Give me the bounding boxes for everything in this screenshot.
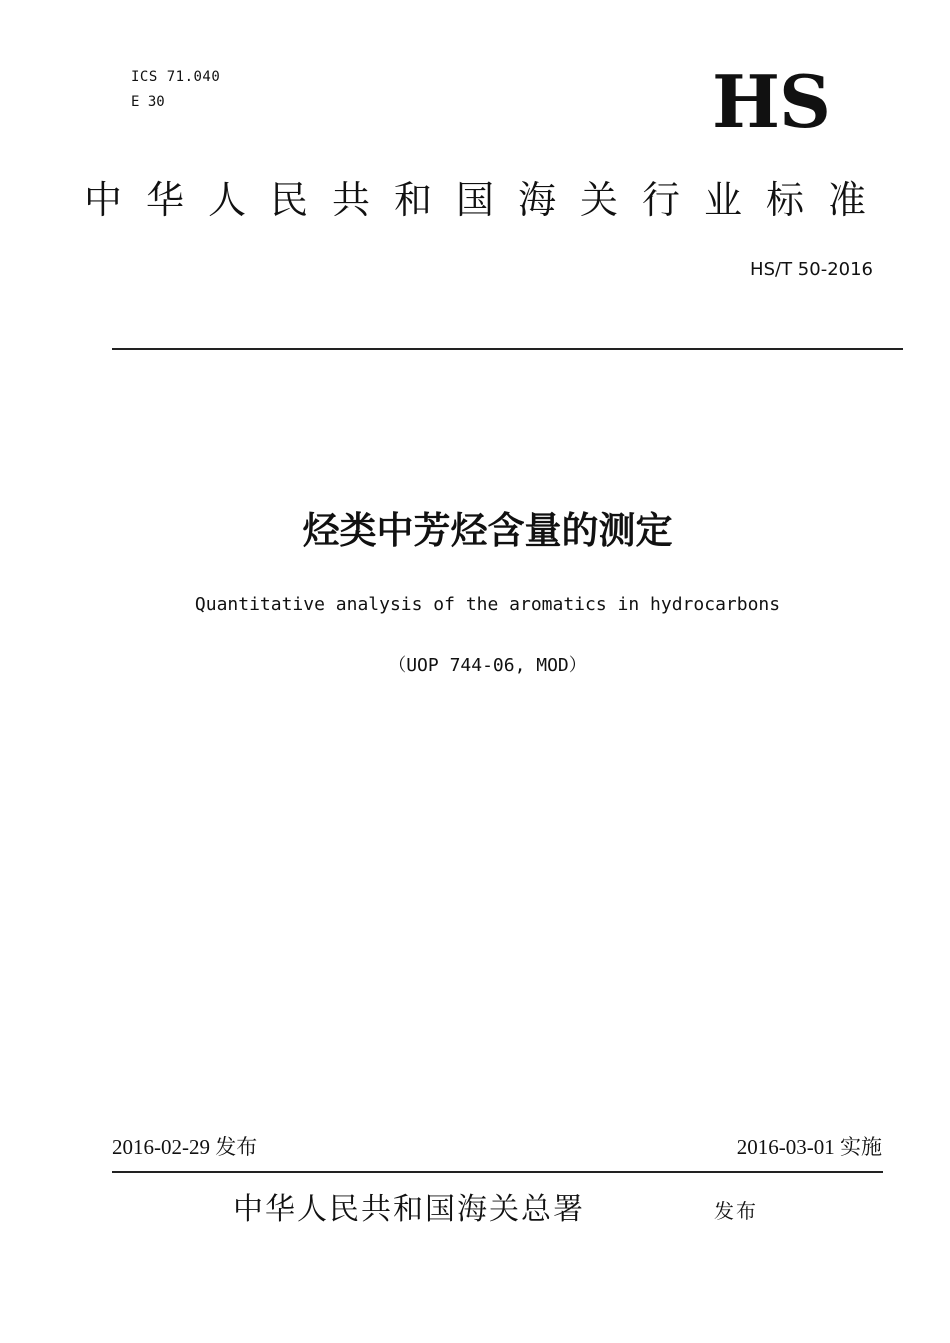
implementation-date: 2016-03-01 实施 [736, 1135, 882, 1159]
standard-number: HS/T 50-2016 [750, 259, 873, 280]
bottom-divider [112, 1171, 883, 1173]
hs-logo: HS [711, 59, 830, 144]
top-divider [112, 348, 903, 350]
adoption-note: （UOP 744-06, MOD） [388, 655, 587, 676]
classification-code: E 30 [131, 94, 165, 110]
standard-category-heading: 中华人民共和国海关行业标准 [83, 178, 890, 222]
ics-code: ICS 71.040 [131, 69, 221, 85]
english-title: Quantitative analysis of the aromatics in hydrocarbons [194, 594, 781, 615]
issuer-name: 中华人民共和国海关总署 [233, 1192, 585, 1227]
issuer-suffix: 发布 [714, 1199, 758, 1223]
issue-date: 2016-02-29 发布 [112, 1135, 258, 1159]
chinese-title: 烃类中芳烃含量的测定 [302, 509, 673, 552]
